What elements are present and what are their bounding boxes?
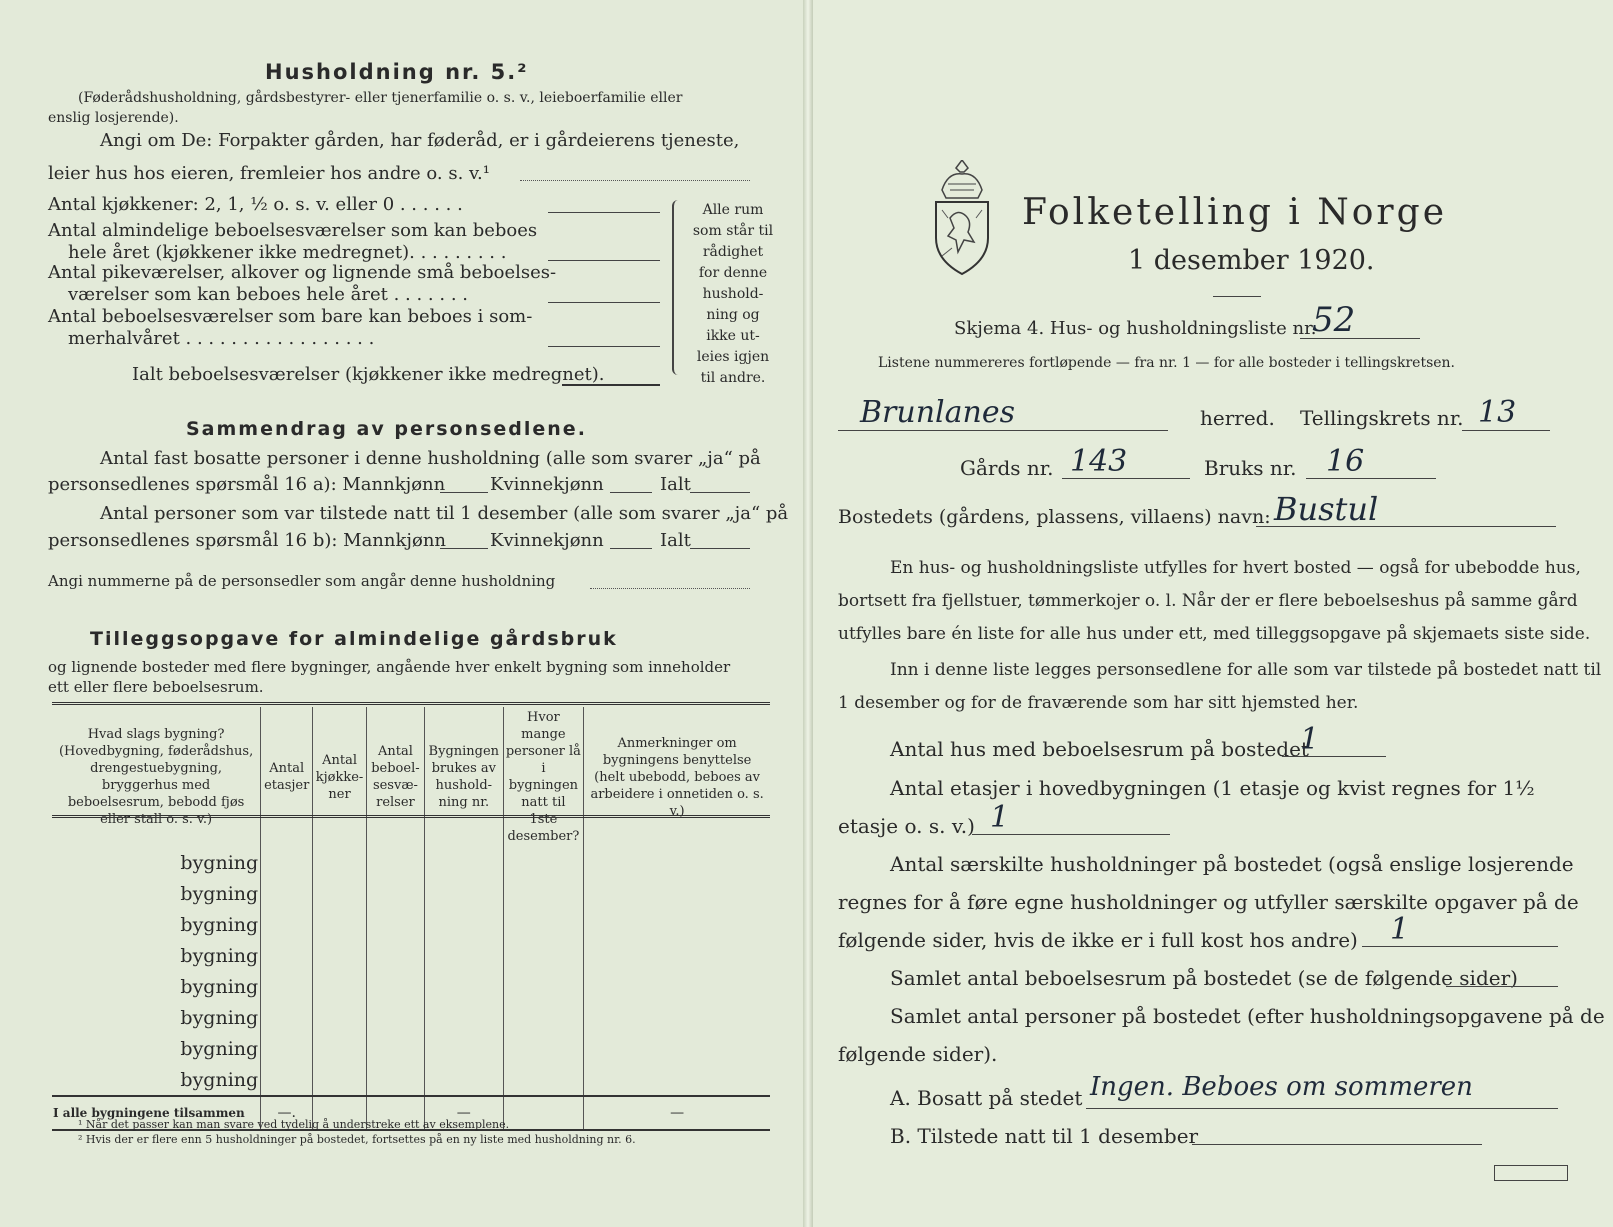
table-cell[interactable] [366, 1064, 424, 1096]
sum-cell-etasjer: —. [261, 1096, 313, 1130]
table-cell[interactable] [366, 878, 424, 909]
nummerne-field[interactable] [590, 588, 750, 589]
page-fold [803, 0, 813, 1227]
gards-label: Gårds nr. [960, 456, 1054, 480]
building-table [52, 707, 770, 1131]
table-cell[interactable] [261, 1033, 313, 1064]
table-cell[interactable] [584, 878, 770, 909]
row-label: bygning [180, 1068, 259, 1091]
table-cell[interactable] [425, 1033, 504, 1064]
table-row [52, 1033, 770, 1064]
footnote-1: ¹ Når det passer kan man svare ved tydelig å understreke ett av eksemplene. [78, 1118, 510, 1131]
pike-line-1: Antal pikeværelser, alkover og lignende små beboelses- [48, 262, 557, 283]
skjema-number[interactable]: 52 [1312, 300, 1356, 340]
kjokkener-label: Antal kjøkkener: 2, 1, ½ o. s. v. eller 0 . . . . . . [48, 194, 463, 215]
brace [672, 200, 682, 375]
etasjer-line-1: Antal etasjer i hovedbygningen (1 etasje og kvist regnes for 1½ [890, 776, 1535, 800]
table-cell[interactable] [366, 1033, 424, 1064]
brace-note-line: som står til [692, 223, 774, 239]
census-date: 1 desember 1920. [1128, 245, 1375, 276]
samlet-pers-line-1: Samlet antal personer på bostedet (efter husholdningsopgavene på de [890, 1004, 1605, 1028]
table-cell[interactable] [313, 971, 367, 1002]
para2-line-2: 1 desember og for de fraværende som har sitt hjemsted her. [838, 693, 1359, 713]
samlet-rum-label: Samlet antal beboelsesrum på bostedet (se de følgende sider) [890, 966, 1518, 990]
tilstede-kvinne-field[interactable] [610, 548, 652, 549]
brace-note-line: Alle rum [702, 202, 764, 218]
angi-answer-line[interactable] [520, 180, 750, 181]
etasjer-line [972, 834, 1170, 835]
col-header-type: Hvad slags bygning? (Hovedbygning, føderådshus, drengestuebygning, bryggerhus med beboelsesrum, bebodd fjøs eller stall o. s. v.) [58, 727, 254, 827]
etasjer-line-2: etasje o. s. v.) [838, 814, 975, 838]
listene-note: Listene nummereres fortløpende — fra nr. 1 — for alle bosteder i tellingskretsen. [878, 355, 1456, 371]
table-cell[interactable] [503, 909, 584, 940]
table-cell[interactable] [425, 971, 504, 1002]
col-header-husholdning: Bygningen brukes av hushold-ning nr. [425, 707, 504, 847]
table-cell[interactable] [366, 1002, 424, 1033]
table-cell[interactable] [313, 1064, 367, 1096]
sum-label: I alle bygningene tilsammen [52, 1096, 261, 1130]
table-row [52, 940, 770, 971]
table-cell[interactable] [584, 971, 770, 1002]
gards-line [1062, 478, 1190, 479]
row-label: bygning [180, 1006, 259, 1029]
table-cell[interactable] [366, 940, 424, 971]
row-label: bygning [180, 882, 259, 905]
brace-note [683, 200, 783, 389]
norway-coat-of-arms-icon [928, 160, 996, 284]
bruks-value[interactable]: 16 [1326, 444, 1365, 479]
table-cell[interactable] [503, 1033, 584, 1064]
fast-ialt-field[interactable] [690, 492, 750, 493]
printer-stamp [1494, 1165, 1568, 1181]
sommer-field[interactable] [548, 346, 660, 347]
bosted-line [1256, 526, 1556, 527]
table-row [52, 909, 770, 940]
table-cell[interactable] [425, 909, 504, 940]
table-cell[interactable] [584, 847, 770, 878]
table-cell[interactable] [584, 1033, 770, 1064]
table-top-rule [52, 702, 770, 705]
sommer-line-1: Antal beboelsesværelser som bare kan beboes i som- [48, 306, 533, 327]
table-cell[interactable] [503, 1002, 584, 1033]
tilstede-line-2: personsedlenes spørsmål 16 b): Mannkjønn [48, 530, 447, 551]
brace-note-line: ning og [706, 307, 760, 323]
table-cell[interactable] [584, 909, 770, 940]
saer-line-1: Antal særskilte husholdninger på bostedet (også enslige losjerende [890, 852, 1574, 876]
row-label: bygning [180, 913, 259, 936]
table-cell[interactable] [366, 847, 424, 878]
para1-line-2: bortsett fra fjellstuer, tømmerkojer o. l. Når der er flere beboelseshus på samme gård [838, 591, 1578, 611]
sum-cell-personer [503, 1096, 584, 1130]
krets-label: Tellingskrets nr. [1300, 406, 1464, 430]
table-cell[interactable] [313, 1033, 367, 1064]
bosatt-line [1086, 1108, 1558, 1109]
table-cell[interactable] [425, 847, 504, 878]
sum-cell-anmerkninger: — [584, 1096, 770, 1130]
row-label: bygning [180, 851, 259, 874]
intro-line-1: (Føderådshusholdning, gårdsbestyrer- eller tjenerfamilie o. s. v., leieboerfamilie eller [78, 90, 683, 106]
table-cell[interactable] [313, 940, 367, 971]
samlet-pers-line-2: følgende sider). [838, 1042, 998, 1066]
tilstede-kvinne-label: Kvinnekjønn [490, 530, 604, 551]
table-row [52, 878, 770, 909]
bruks-line [1306, 478, 1436, 479]
table-cell[interactable] [261, 847, 313, 878]
row-label: bygning [180, 1037, 259, 1060]
alm-field[interactable] [548, 260, 660, 261]
tillegg-line-2: ett eller flere beboelsesrum. [48, 678, 264, 696]
alm-line-1: Antal almindelige beboelsesværelser som kan beboes [48, 220, 538, 241]
col-header-personer: Hvor mange personer lå i bygningen natt til 1ste desember? [503, 707, 584, 847]
brace-note-line: rådighet [702, 244, 764, 260]
table-cell[interactable] [261, 909, 313, 940]
tillegg-line-1: og lignende bosteder med flere bygninger, angående hver enkelt bygning som inneholder [48, 658, 731, 676]
row-label: bygning [180, 975, 259, 998]
title-rule [1213, 296, 1261, 297]
table-cell[interactable] [261, 1064, 313, 1096]
ialt-label: Ialt beboelsesværelser (kjøkkener ikke medregnet). [132, 364, 605, 385]
ialt-field[interactable] [562, 384, 660, 386]
tilstede-ialt-field[interactable] [690, 548, 750, 549]
fast-kvinne-field[interactable] [610, 492, 652, 493]
table-cell[interactable] [503, 878, 584, 909]
table-cell[interactable] [313, 878, 367, 909]
table-cell[interactable] [503, 1064, 584, 1096]
sammendrag-title: Sammendrag av personsedlene. [186, 418, 587, 440]
table-cell[interactable] [584, 940, 770, 971]
table-row [52, 971, 770, 1002]
etasjer-value[interactable]: 1 [990, 800, 1010, 835]
brace-note-line: for denne [698, 265, 768, 281]
angi-line-1: Angi om De: Forpakter gården, har føderåd, er i gårdeierens tjeneste, [100, 130, 740, 151]
table-cell[interactable] [261, 971, 313, 1002]
table-cell[interactable] [313, 847, 367, 878]
tilstede-line-1: Antal personer som var tilstede natt til 1 desember (alle som svarer „ja“ på [100, 503, 789, 524]
herred-value[interactable]: Brunlanes [860, 395, 1015, 430]
skjema-number-line [1300, 338, 1420, 339]
census-title: Folketelling i Norge [1022, 192, 1447, 233]
household-title: Husholdning nr. 5.² [265, 60, 529, 84]
hus-label: Antal hus med beboelsesrum på bostedet [890, 737, 1309, 761]
table-cell[interactable] [261, 1002, 313, 1033]
table-cell[interactable] [584, 1002, 770, 1033]
table-header-rule [52, 815, 770, 818]
table-row [52, 1002, 770, 1033]
table-cell[interactable] [425, 1002, 504, 1033]
table-row [52, 847, 770, 878]
brace-note-line: hushold- [702, 286, 764, 302]
table-cell[interactable] [503, 847, 584, 878]
tilstede-ialt-label: Ialt [660, 530, 691, 551]
skjema-label: Skjema 4. Hus- og husholdningsliste nr. [954, 318, 1317, 339]
intro-line-2: enslig losjerende). [48, 110, 179, 126]
saer-line-3: følgende sider, hvis de ikke er i full kost hos andre) [838, 928, 1358, 952]
gards-value[interactable]: 143 [1070, 444, 1128, 479]
table-row [52, 1064, 770, 1096]
saer-line-2: regnes for å føre egne husholdninger og utfyller særskilte opgaver på de [838, 890, 1579, 914]
sum-cell-husholdning: — [425, 1096, 504, 1130]
col-header-kjokkener: Antal kjøkke-ner [313, 707, 367, 847]
col-header-anmerkninger: Anmerkninger om bygningens benyttelse (helt ubebodd, beboes av arbeidere i onnetiden o. s. v.) [584, 707, 770, 847]
herred-line [838, 430, 1168, 431]
hus-line [1282, 756, 1386, 757]
para1-line-1: En hus- og husholdningsliste utfylles for hvert bosted — også for ubebodde hus, [890, 558, 1581, 578]
samlet-rum-line[interactable] [1446, 986, 1558, 987]
bruks-label: Bruks nr. [1204, 456, 1297, 480]
saer-value[interactable]: 1 [1390, 912, 1410, 947]
pike-field[interactable] [548, 302, 660, 303]
brace-note-line: ikke ut- [706, 328, 760, 344]
brace-note-line: til andre. [700, 370, 766, 386]
brace-note-line: leies igjen [696, 349, 770, 365]
table-cell[interactable] [503, 940, 584, 971]
table-cell[interactable] [425, 940, 504, 971]
fast-mann-field[interactable] [440, 492, 488, 493]
bosatt-label: A. Bosatt på stedet [890, 1086, 1083, 1110]
tilstede-mann-field[interactable] [440, 548, 488, 549]
table-cell[interactable] [313, 1002, 367, 1033]
table-cell[interactable] [584, 1064, 770, 1096]
tilstede-line[interactable] [1192, 1144, 1482, 1145]
hus-value[interactable]: 1 [1300, 722, 1320, 757]
bosted-value[interactable]: Bustul [1274, 490, 1379, 528]
col-header-etasjer: Antal etasjer [261, 707, 313, 847]
row-label: bygning [180, 944, 259, 967]
tillegg-title: Tilleggsopgave for almindelige gårdsbruk [90, 628, 618, 650]
fast-kvinne-label: Kvinnekjønn [490, 474, 604, 495]
sommer-line-2: merhalvåret . . . . . . . . . . . . . . . . . [68, 328, 375, 349]
saer-line [1362, 946, 1558, 947]
para2-line-1: Inn i denne liste legges personsedlene for alle som var tilstede på bostedet natt til [890, 660, 1602, 680]
table-cell[interactable] [261, 940, 313, 971]
table-header-row [52, 707, 770, 847]
table-cell[interactable] [261, 878, 313, 909]
alm-line-2: hele året (kjøkkener ikke medregnet). . . . . . . . . [68, 242, 507, 263]
table-cell[interactable] [503, 971, 584, 1002]
kjokkener-field[interactable] [548, 212, 660, 213]
tilstede-label: B. Tilstede natt til 1 desember [890, 1124, 1199, 1148]
krets-value[interactable]: 13 [1478, 395, 1517, 430]
bosted-label: Bostedets (gårdens, plassens, villaens) navn: [838, 506, 1271, 528]
pike-line-2: værelser som kan beboes hele året . . . . . . . [68, 284, 468, 305]
fast-line-1: Antal fast bosatte personer i denne husholdning (alle som svarer „ja“ på [100, 448, 761, 469]
nummerne-label: Angi nummerne på de personsedler som angår denne husholdning [48, 572, 556, 590]
para1-line-3: utfylles bare én liste for alle hus under ett, med tilleggsopgave på skjemaets siste side. [838, 624, 1591, 644]
footnote-2: ² Hvis der er flere enn 5 husholdninger på bostedet, fortsettes på en ny liste med husholdning nr. 6. [78, 1133, 636, 1146]
herred-label: herred. [1200, 406, 1275, 430]
col-header-rum: Antal beboel-sesvæ-relser [366, 707, 424, 847]
table-cell[interactable] [425, 1064, 504, 1096]
table-cell[interactable] [366, 971, 424, 1002]
table-cell[interactable] [366, 909, 424, 940]
krets-line [1462, 430, 1550, 431]
angi-line-2: leier hus hos eieren, fremleier hos andre o. s. v.¹ [48, 163, 490, 184]
table-cell[interactable] [425, 878, 504, 909]
fast-line-2: personsedlenes spørsmål 16 a): Mannkjønn [48, 474, 446, 495]
bosatt-value[interactable]: Ingen. Beboes om sommeren [1090, 1072, 1473, 1102]
fast-ialt-label: Ialt [660, 474, 691, 495]
table-cell[interactable] [313, 909, 367, 940]
